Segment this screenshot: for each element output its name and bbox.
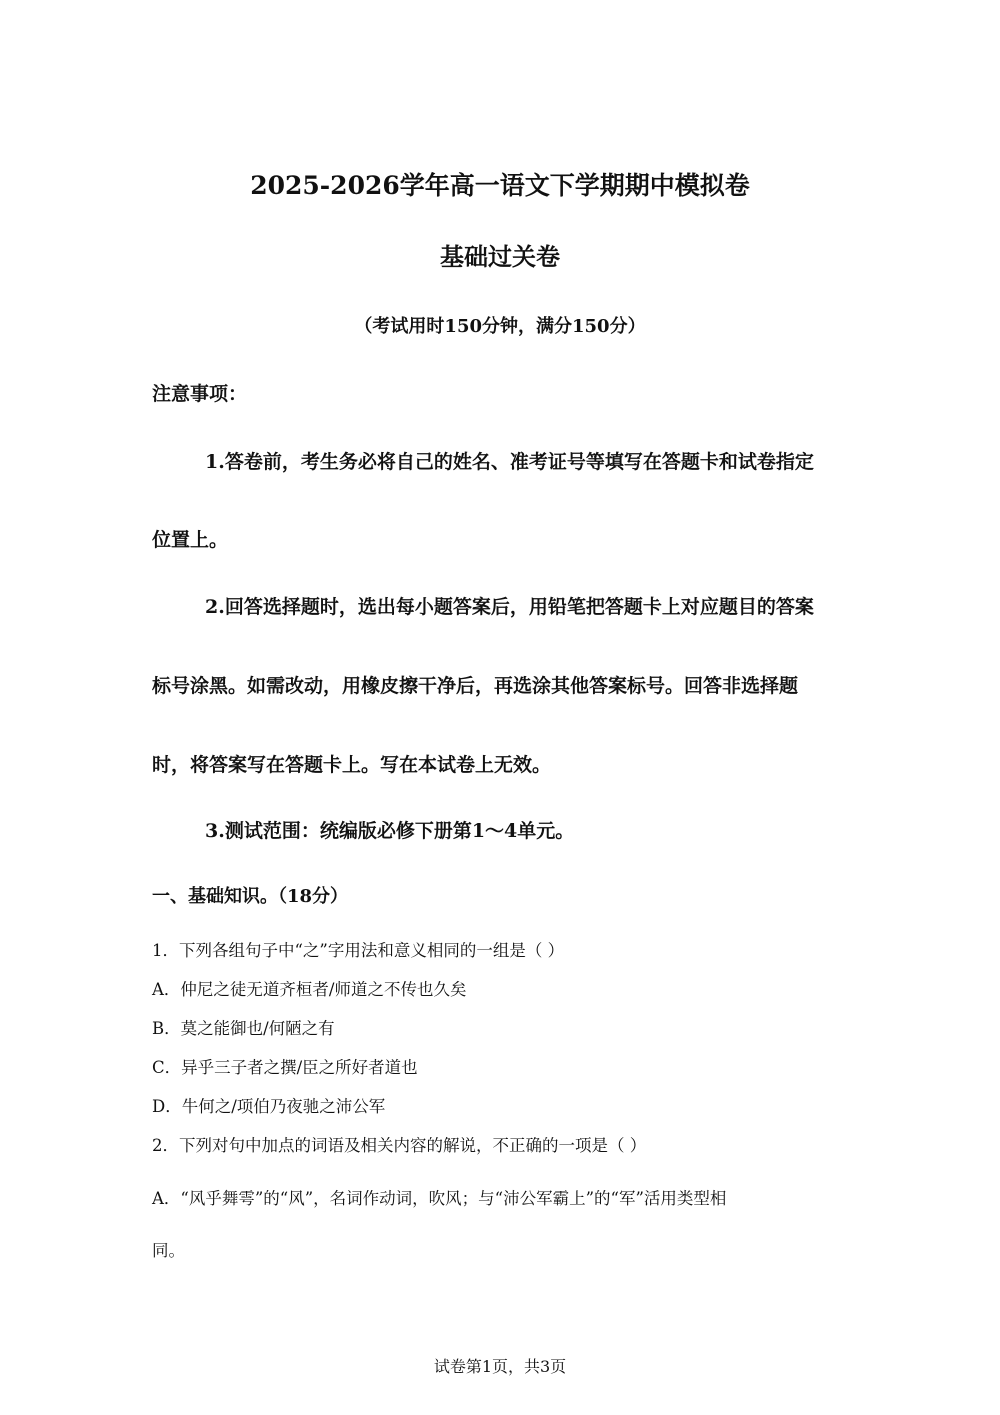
document-title: 2025-2026学年高一语文下学期期中模拟卷 [250,171,750,200]
page-footer: 试卷第1页，共3页 [433,1357,567,1376]
question-2-option-a-line-2: 同。 [152,1241,185,1260]
question-2-stem: 2．下列对句中加点的词语及相关内容的解说，不正确的一项是（ ） [152,1136,647,1155]
section-heading-basic-knowledge: 一、基础知识。（18分） [152,886,349,907]
question-1-option-b: B．莫之能御也/何陋之有 [152,1019,335,1038]
exam-info: （考试用时150分钟，满分150分） [354,316,646,337]
notice-item-1-line-1: 1.答卷前，考生务必将自己的姓名、准考证号等填写在答题卡和试卷指定 [205,451,814,473]
notice-heading: 注意事项： [152,383,248,405]
notice-item-2-line-3: 时，将答案写在答题卡上。写在本试卷上无效。 [152,754,552,776]
question-1-option-c: C．异乎三子者之撰/臣之所好者道也 [152,1058,418,1077]
document-subtitle: 基础过关卷 [440,242,560,271]
question-1-option-a: A．仲尼之徒无道齐桓者/师道之不传也久矣 [152,980,467,999]
notice-item-2-line-1: 2.回答选择题时，选出每小题答案后，用铅笔把答题卡上对应题目的答案 [205,596,814,618]
question-1-stem: 1．下列各组句子中“之”字用法和意义相同的一组是（ ） [152,941,565,960]
question-2-option-a-line-1: A．“风乎舞雩”的“风”，名词作动词，吹风；与“沛公军霸上”的“军”活用类型相 [152,1189,727,1208]
notice-item-3: 3.测试范围：统编版必修下册第1～4单元。 [205,820,575,842]
notice-item-1-line-2: 位置上。 [152,529,229,551]
notice-item-2-line-2: 标号涂黑。如需改动，用橡皮擦干净后，再选涂其他答案标号。回答非选择题 [152,675,799,697]
question-1-option-d: D．牛何之/项伯乃夜驰之沛公军 [152,1097,386,1116]
